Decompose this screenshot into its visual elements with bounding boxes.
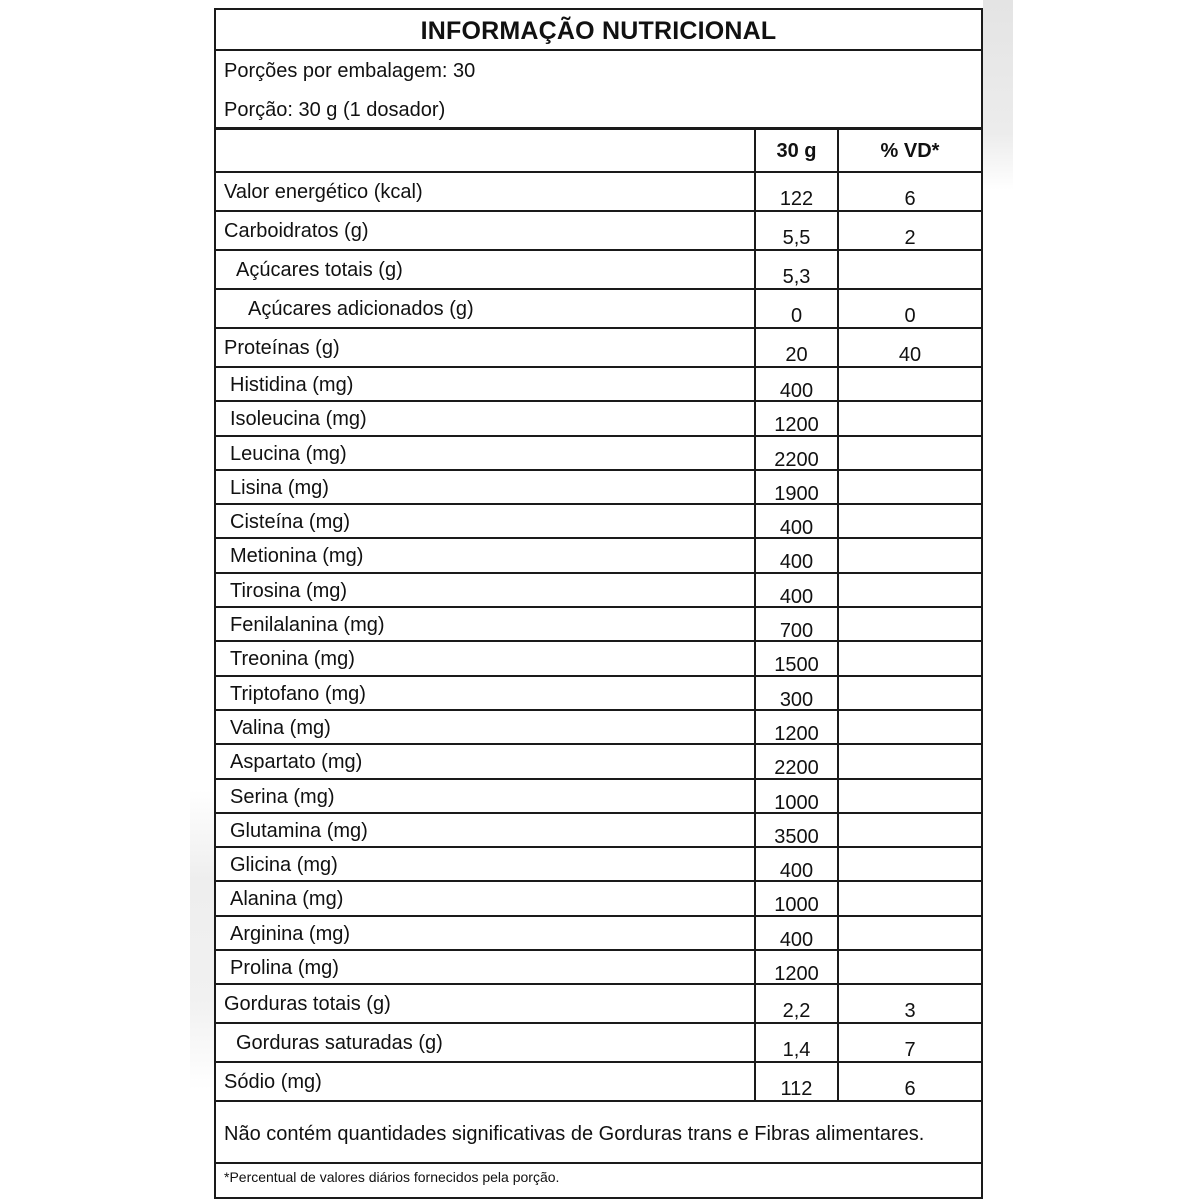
amino-acid-amount: 300 <box>756 677 839 709</box>
table-row-saturated-fat <box>216 1024 981 1063</box>
header-nutrient <box>216 130 756 171</box>
servings-per-package: Porções por embalagem: 30 <box>224 60 476 82</box>
amino-acid-dv <box>839 780 981 812</box>
amino-acid-dv <box>839 368 981 400</box>
amino-acid-amount: 2200 <box>756 745 839 777</box>
table-row-amino-acid <box>216 951 981 985</box>
table-row-amino-acid <box>216 711 981 745</box>
table-row-amino-acid <box>216 368 981 402</box>
amino-acid-dv <box>839 814 981 846</box>
table-row-added-sugars <box>216 290 981 329</box>
nutrient-amount: 112 <box>756 1063 839 1100</box>
nutrient-amount: 20 <box>756 329 839 366</box>
amino-acid-name: Glutamina (mg) <box>216 814 756 846</box>
amino-acid-name: Serina (mg) <box>216 780 756 812</box>
nutrient-amount: 1,4 <box>756 1024 839 1061</box>
amino-acid-amount: 1500 <box>756 642 839 674</box>
amino-acid-name: Treonina (mg) <box>216 642 756 674</box>
amino-acid-dv <box>839 677 981 709</box>
amino-acid-name: Triptofano (mg) <box>216 677 756 709</box>
amino-acid-amount: 1000 <box>756 780 839 812</box>
amino-acid-name: Fenilalanina (mg) <box>216 608 756 640</box>
amino-acid-dv <box>839 745 981 777</box>
amino-acid-dv <box>839 951 981 983</box>
amino-acid-name: Arginina (mg) <box>216 917 756 949</box>
table-row-amino-acid <box>216 882 981 916</box>
nutrient-dv: 7 <box>904 1039 916 1062</box>
table-row-amino-acid <box>216 574 981 608</box>
nutrient-dv: 0 <box>904 305 916 327</box>
amino-acid-amount: 1200 <box>756 402 839 434</box>
nutrient-dv <box>839 251 981 288</box>
amino-acid-dv <box>839 539 981 571</box>
table-row-amino-acid <box>216 917 981 951</box>
nutrient-amount: 122 <box>756 173 839 210</box>
amino-acid-name: Valina (mg) <box>216 711 756 743</box>
table-row-carbohydrates <box>216 212 981 251</box>
amino-acid-amount: 1900 <box>756 471 839 503</box>
amino-acid-name: Cisteína (mg) <box>216 505 756 537</box>
amino-acid-name: Glicina (mg) <box>216 848 756 880</box>
nutrient-amount: 5,3 <box>756 251 839 288</box>
amino-acid-dv <box>839 882 981 914</box>
amino-acid-name: Leucina (mg) <box>216 437 756 469</box>
amino-acid-dv <box>839 402 981 434</box>
table-header-row <box>216 130 981 173</box>
table-row-amino-acid <box>216 642 981 676</box>
background-shade-left <box>190 790 216 1090</box>
amino-acid-amount: 400 <box>756 368 839 400</box>
amino-acid-dv <box>839 848 981 880</box>
amino-acid-name: Lisina (mg) <box>216 471 756 503</box>
label-title: INFORMAÇÃO NUTRICIONAL <box>216 10 981 51</box>
nutrient-dv: 40 <box>898 344 922 366</box>
amino-acid-dv <box>839 711 981 743</box>
amino-acid-dv <box>839 437 981 469</box>
nutrient-amount: 5,5 <box>756 212 839 249</box>
amino-acid-amount: 400 <box>756 848 839 880</box>
nutrient-name: Gorduras totais (g) <box>216 985 756 1022</box>
daily-value-footnote: *Percentual de valores diários fornecidos pela porção. <box>224 1169 560 1186</box>
table-row-sodium <box>216 1063 981 1102</box>
amino-acid-amount: 1200 <box>756 951 839 983</box>
nutrient-amount: 0 <box>756 290 839 327</box>
nutrient-name: Carboidratos (g) <box>216 212 756 249</box>
nutrient-name: Sódio (mg) <box>216 1063 756 1100</box>
table-row-amino-acid <box>216 677 981 711</box>
table-row-amino-acid <box>216 608 981 642</box>
amino-acid-amount: 700 <box>756 608 839 640</box>
nutrient-name: Gorduras saturadas (g) <box>216 1024 756 1061</box>
amino-acid-amount: 400 <box>756 917 839 949</box>
nutrient-name: Açúcares adicionados (g) <box>216 290 756 327</box>
table-row-proteins <box>216 329 981 368</box>
amino-acid-dv <box>839 471 981 503</box>
header-daily-value: % VD* <box>880 140 940 162</box>
amino-acid-amount: 1200 <box>756 711 839 743</box>
table-row-total-fat <box>216 985 981 1024</box>
background-shade-right <box>983 0 1013 190</box>
nutrient-name: Açúcares totais (g) <box>216 251 756 288</box>
amino-acid-name: Prolina (mg) <box>216 951 756 983</box>
nutrient-name: Valor energético (kcal) <box>216 173 756 210</box>
nutrient-name: Proteínas (g) <box>216 329 756 366</box>
amino-acid-name: Isoleucina (mg) <box>216 402 756 434</box>
amino-acid-name: Histidina (mg) <box>216 368 756 400</box>
nutrient-dv: 6 <box>904 188 916 210</box>
table-row-amino-acid <box>216 402 981 436</box>
amino-acid-amount: 400 <box>756 574 839 606</box>
table-row-energy <box>216 173 981 212</box>
table-row-amino-acid <box>216 780 981 814</box>
header-amount: 30 g <box>756 130 839 171</box>
amino-acid-amount: 1000 <box>756 882 839 914</box>
amino-acid-dv <box>839 608 981 640</box>
amino-acid-name: Metionina (mg) <box>216 539 756 571</box>
nutrient-dv: 2 <box>904 227 916 249</box>
amino-acid-amount: 400 <box>756 539 839 571</box>
nutrition-facts-label <box>214 8 983 1199</box>
amino-acid-name: Tirosina (mg) <box>216 574 756 606</box>
nutrient-amount: 2,2 <box>756 985 839 1022</box>
serving-size: Porção: 30 g (1 dosador) <box>216 90 981 130</box>
amino-acid-dv <box>839 642 981 674</box>
amino-acid-name: Alanina (mg) <box>216 882 756 914</box>
insignificant-amounts-note: Não contém quantidades significativas de Gorduras trans e Fibras alimentares. <box>216 1102 981 1164</box>
table-row-amino-acid <box>216 505 981 539</box>
table-row-amino-acid <box>216 471 981 505</box>
amino-acid-amount: 2200 <box>756 437 839 469</box>
amino-acid-dv <box>839 505 981 537</box>
table-row-amino-acid <box>216 745 981 779</box>
table-row-amino-acid <box>216 539 981 573</box>
table-row-total-sugars <box>216 251 981 290</box>
amino-acid-dv <box>839 917 981 949</box>
table-row-amino-acid <box>216 848 981 882</box>
table-row-amino-acid <box>216 437 981 471</box>
amino-acid-amount: 3500 <box>756 814 839 846</box>
table-row-amino-acid <box>216 814 981 848</box>
amino-acid-name: Aspartato (mg) <box>216 745 756 777</box>
amino-acid-dv <box>839 574 981 606</box>
nutrient-dv: 6 <box>904 1078 916 1101</box>
amino-acid-amount: 400 <box>756 505 839 537</box>
nutrient-dv: 3 <box>904 1000 916 1023</box>
